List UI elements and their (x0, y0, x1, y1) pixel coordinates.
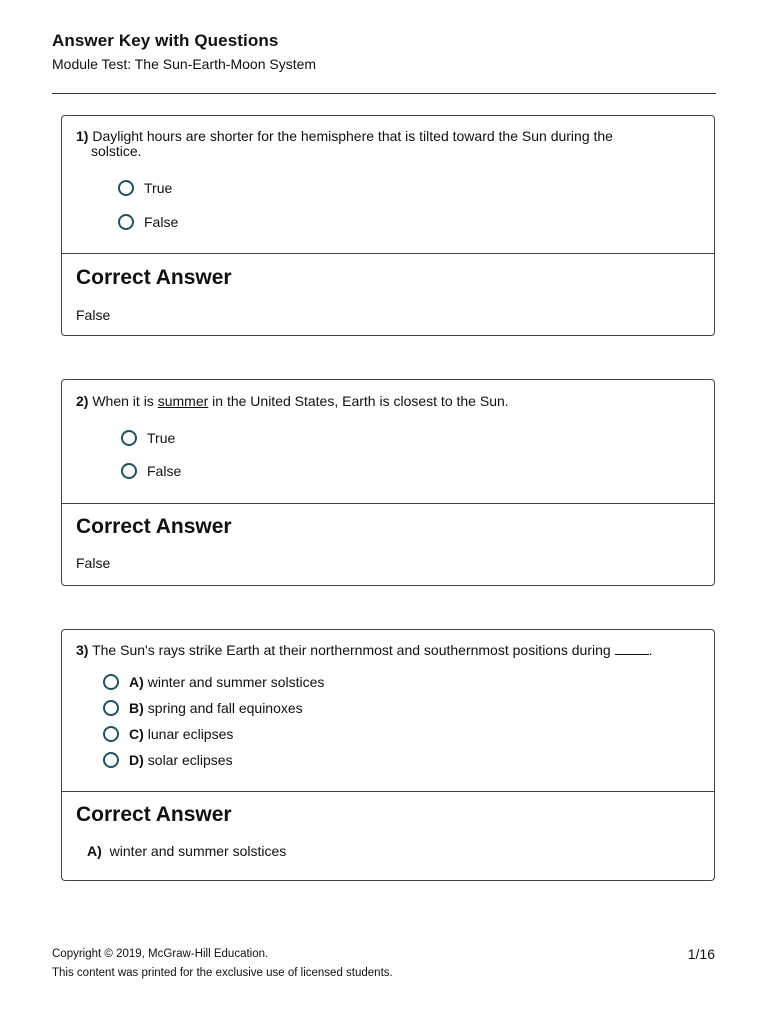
underlined-term: summer (157, 393, 209, 409)
option-letter: D) (129, 752, 144, 768)
option-label: solar eclipses (147, 752, 233, 768)
radio-button-icon[interactable] (118, 214, 134, 230)
option-label: lunar eclipses (147, 726, 234, 742)
radio-button-icon[interactable] (118, 180, 134, 196)
question-number: 3) (76, 642, 89, 658)
page-subtitle: Module Test: The Sun-Earth-Moon System (52, 56, 317, 72)
option-letter: C) (129, 726, 144, 742)
question-text-line1: Daylight hours are shorter for the hemisphere that is tilted toward the Sun during the (92, 128, 613, 144)
answer-letter: A) (87, 843, 102, 859)
page-title: Answer Key with Questions (52, 31, 279, 50)
option-label: winter and summer solstices (147, 674, 325, 690)
correct-answer-heading: Correct Answer (76, 515, 232, 538)
radio-button-icon[interactable] (103, 700, 119, 716)
option-true[interactable] (121, 430, 175, 446)
page-number: 1/16 (687, 946, 715, 962)
option-d[interactable] (103, 752, 233, 768)
question-number: 2) (76, 393, 89, 409)
fill-in-blank (615, 643, 649, 655)
question-text (76, 394, 674, 409)
correct-answer-value (87, 843, 286, 859)
option-false[interactable] (121, 463, 181, 479)
option-label: True (144, 180, 173, 196)
option-label: False (144, 214, 179, 230)
option-c[interactable] (103, 726, 233, 742)
answer-divider (62, 791, 714, 792)
radio-button-icon[interactable] (103, 674, 119, 690)
page-header (52, 31, 716, 73)
option-a[interactable] (103, 674, 324, 690)
answer-divider (62, 503, 714, 504)
question-text-end: . (648, 642, 653, 658)
option-letter: A) (129, 674, 144, 690)
option-true[interactable] (118, 180, 172, 196)
option-label: spring and fall equinoxes (147, 700, 303, 716)
answer-text: winter and summer solstices (109, 843, 287, 859)
question-card-2 (61, 379, 715, 586)
question-text-before: When it is (92, 393, 154, 409)
option-label: False (147, 463, 182, 479)
radio-button-icon[interactable] (121, 463, 137, 479)
correct-answer-heading: Correct Answer (76, 803, 232, 826)
footer-license-notice: This content was printed for the exclusive use of licensed students. (52, 967, 393, 979)
question-card-3 (61, 629, 715, 881)
correct-answer-value: False (76, 555, 111, 571)
question-text-after: in the United States, Earth is closest to the Sun. (212, 393, 509, 409)
option-b[interactable] (103, 700, 303, 716)
correct-answer-heading: Correct Answer (76, 266, 232, 289)
option-label: True (147, 430, 176, 446)
question-text (76, 643, 700, 658)
question-card-1 (61, 115, 715, 336)
radio-button-icon[interactable] (121, 430, 137, 446)
footer-copyright: Copyright © 2019, McGraw-Hill Education. (52, 948, 269, 960)
question-text-line2: solstice. (91, 143, 142, 159)
answer-divider (62, 253, 714, 254)
radio-button-icon[interactable] (103, 752, 119, 768)
header-divider (52, 93, 716, 94)
radio-button-icon[interactable] (103, 726, 119, 742)
question-text (76, 129, 674, 159)
question-number: 1) (76, 128, 89, 144)
option-letter: B) (129, 700, 144, 716)
question-text-body: The Sun's rays strike Earth at their northernmost and southernmost positions during (92, 642, 611, 658)
correct-answer-value: False (76, 307, 111, 323)
option-false[interactable] (118, 214, 178, 230)
